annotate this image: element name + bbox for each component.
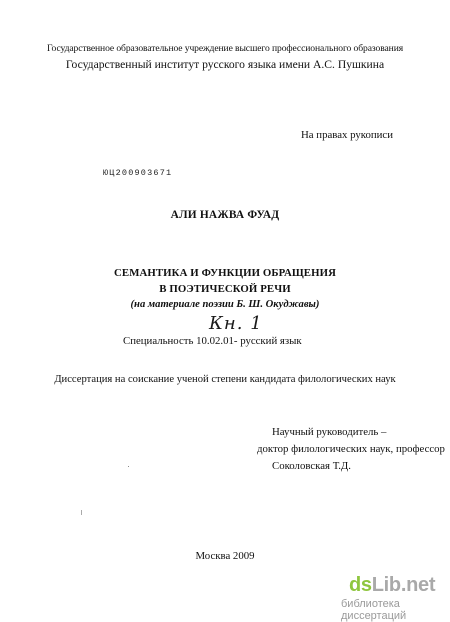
city-year: Москва 2009 [195, 550, 255, 562]
handwritten-note: Кн. 1 [209, 313, 263, 334]
dslib-watermark [341, 571, 449, 622]
dslib-logo [349, 574, 435, 597]
scan-mark [81, 510, 82, 515]
dissertation-degree-line: Диссертация на соискание ученой степени кандидата филологических наук [54, 374, 396, 385]
logo-lib: Lib [371, 574, 401, 596]
stamp-code: ЮЦ200903671 [103, 168, 173, 178]
author-name: АЛИ НАЖВА ФУАД [170, 209, 280, 221]
institution-line-2: Государственный институт русского языка имени А.С. Пушкина [65, 58, 385, 71]
rights-note: На правах рукописи [301, 129, 393, 141]
watermark-tagline: библиотека диссертаций [341, 598, 407, 622]
supervisor-label: Научный руководитель – [272, 426, 387, 438]
scan-speck [128, 466, 129, 467]
dissertation-title-line-2: В ПОЭТИЧЕСКОЙ РЕЧИ [159, 283, 291, 295]
dissertation-subtitle: (на материале поэзии Б. Ш. Окуджавы) [130, 299, 320, 310]
dissertation-title-line-1: СЕМАНТИКА И ФУНКЦИИ ОБРАЩЕНИЯ [114, 267, 336, 279]
logo-ds: ds [349, 574, 372, 596]
specialty-line: Специальность 10.02.01- русский язык [123, 335, 302, 347]
supervisor-degree: доктор филологических наук, профессор [257, 443, 445, 455]
logo-net: .net [400, 574, 436, 596]
institution-line-1: Государственное образовательное учреждение высшего профессионального образования [46, 43, 404, 54]
supervisor-name: Соколовская Т.Д. [272, 460, 351, 472]
